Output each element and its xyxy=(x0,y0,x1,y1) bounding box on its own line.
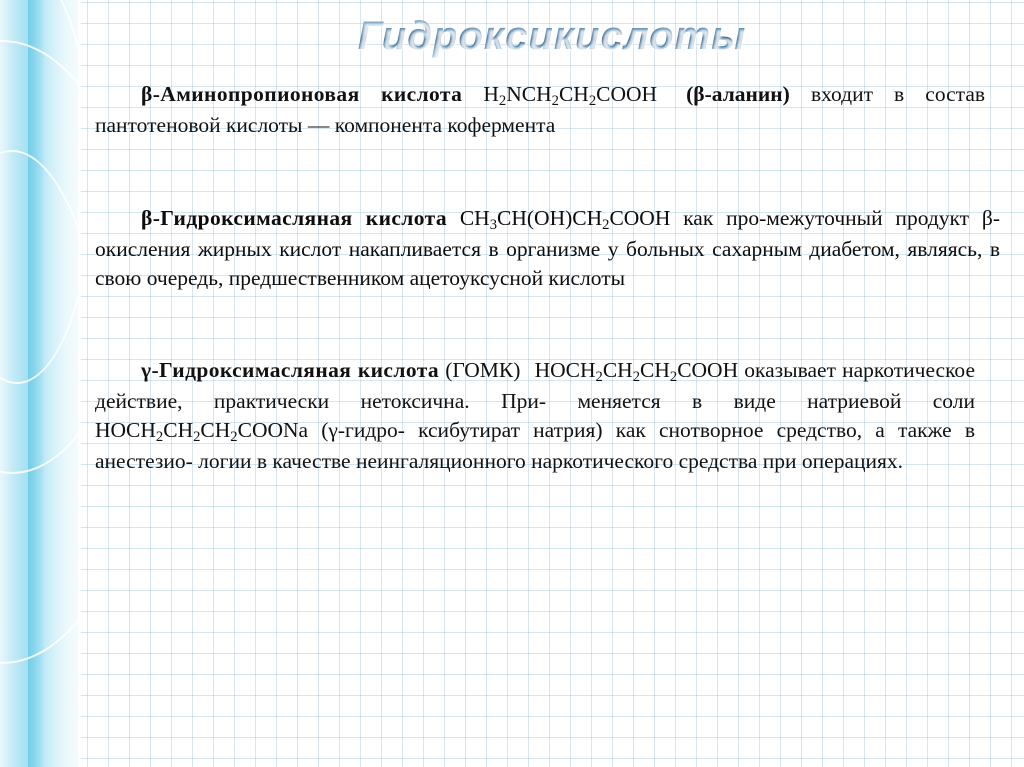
line-gamma-3: (γ-гидро- xyxy=(321,417,405,442)
swoosh-arc-4 xyxy=(0,0,80,384)
paragraph-beta-hydroxybutyric-rest: как про-межуточный продукт β-окисления жирных кислот накапливается в организме у больных сахарным диабетом, являясь, в свою очередь, предшественником ацетоуксусной кислоты xyxy=(95,205,1000,290)
line-gamma-1: оказывает наркотическое действие, практически нетоксична. При- xyxy=(95,357,975,414)
slide-body xyxy=(95,76,1000,475)
decorative-left-band xyxy=(0,0,80,767)
term-beta-alanine: β-Аминопропионовая кислота xyxy=(141,82,463,106)
term-gamma-hydroxybutyric: γ-Гидроксимасляная кислота xyxy=(141,357,440,382)
line-gamma-4: ксибутират натрия) как снотворное средство, а также в анестезио- xyxy=(95,417,975,473)
formula-beta-hydroxybutyric: $CH_3CH(OH)CH_2COOH$ xyxy=(459,205,671,233)
paragraph-beta-hydroxybutyric xyxy=(95,204,1000,292)
line-gamma-5: логии в качестве неингаляционного наркотического средства при xyxy=(198,449,797,473)
abbrev-gomk: (ГОМК) xyxy=(445,357,521,382)
paragraph-gamma-hydroxybutyric xyxy=(95,356,975,476)
band-edge-line xyxy=(78,0,81,767)
paragraph-beta-alanine xyxy=(95,80,985,140)
paragraph-beta-alanine-rest: входит в состав пантотеновой кислоты — компонента кофермента xyxy=(95,82,986,138)
term-beta-alanine-alt: (β-аланин) xyxy=(686,82,790,106)
line-gamma-6: операциях. xyxy=(801,449,904,473)
formula-beta-alanine: $H_2NCH_2CH_2COOH$ xyxy=(483,82,658,110)
formula-gamma-hydroxybutyric: $HOCH_2CH_2CH_2COOH$ xyxy=(534,357,739,385)
line-gamma-2: меняется в виде натриевой соли xyxy=(577,389,976,414)
page-title: Гидроксикислоты xyxy=(357,14,747,58)
slide-title-wrap xyxy=(80,14,1024,59)
term-beta-hydroxybutyric: β-Гидроксимасляная кислота xyxy=(141,205,447,230)
formula-sodium-salt: $HOCH_2CH_2CH_2COONa$ xyxy=(95,417,309,445)
